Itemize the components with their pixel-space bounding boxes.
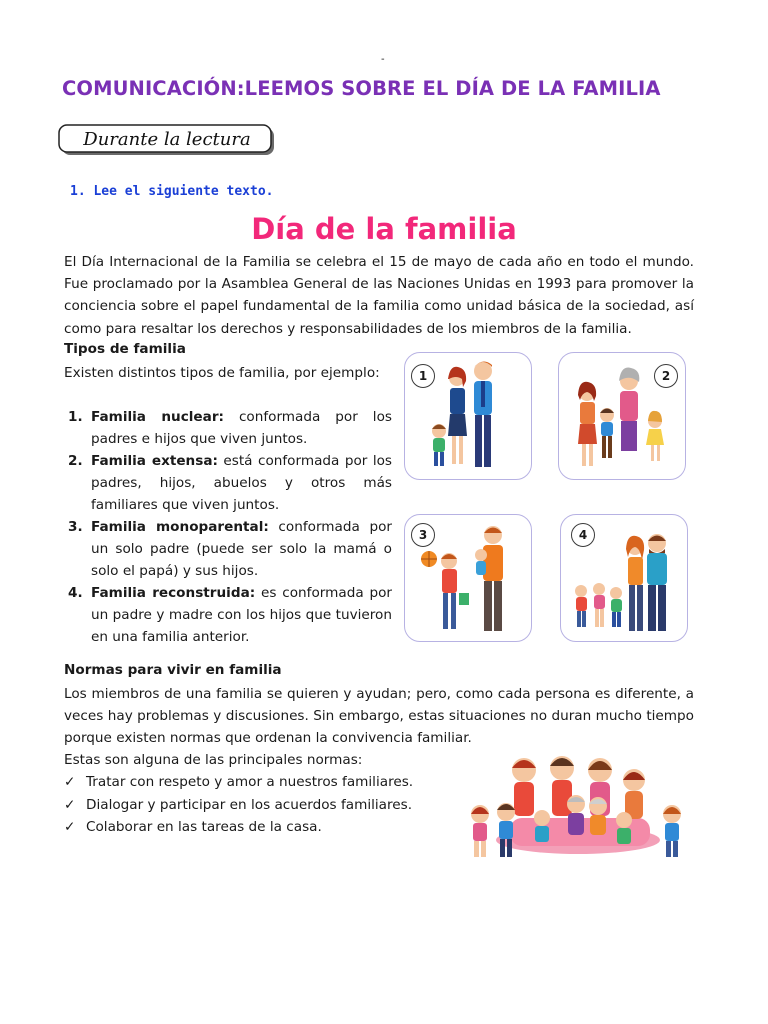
rules-paragraph: Los miembros de una familia se quieren y ayudan; pero, como cada persona es diferente, a veces hay problemas y discusiones. Sin embargo, estas situaciones no duran mucho tiempo porque existen normas que ordenan la convivencia familiar. Estas son alguna de las principales normas: xyxy=(64,686,694,768)
rules-heading: Normas para vivir en familia xyxy=(64,662,282,678)
card-badge: 2 xyxy=(654,364,678,388)
check-icon: ✓ xyxy=(64,796,76,813)
list-item: 1. Familia nuclear: conformada por los padres e hijos que viven juntos. xyxy=(68,409,392,447)
card-badge: 1 xyxy=(411,364,435,388)
reading-banner xyxy=(58,124,276,156)
list-item: 4. Familia reconstruida: es conformada por un padre y madre con los hijos que tuvieron en una familia anterior. xyxy=(68,585,392,645)
card-badge: 3 xyxy=(411,523,435,547)
check-icon: ✓ xyxy=(64,819,76,835)
intro-paragraph: El Día Internacional de la Familia se celebra el 15 de mayo de cada año en todo el mundo. Fue proclamado por la Asamblea General de las Naciones Unidas en 1993 para promover la conciencia sobre el papel fundamental de la familia como unidad básica de la sociedad, así como para resaltar los derechos y responsabilidades de los miembros de la familia. xyxy=(64,254,694,337)
family-card-blended xyxy=(560,514,688,642)
instruction-text: 1. Lee el siguiente texto. xyxy=(70,184,274,199)
list-item: 2. Familia extensa: está conformada por los padres, hijos, abuelos y otros más familiares que viven juntos. xyxy=(68,453,392,513)
types-intro: Existen distintos tipos de familia, por ejemplo: xyxy=(64,365,380,381)
list-item: ✓ Dialogar y participar en los acuerdos familiares. xyxy=(64,794,413,817)
family-group-illustration xyxy=(458,748,698,863)
list-item: ✓ Colaborar en las tareas de la casa. xyxy=(64,816,413,839)
family-card-nuclear xyxy=(404,352,532,480)
family-card-extended xyxy=(558,352,686,480)
list-item: ✓ Tratar con respeto y amor a nuestros familiares. xyxy=(64,771,413,794)
page-title: COMUNICACIÓN:LEEMOS SOBRE EL DÍA DE LA FAMILIA xyxy=(62,77,661,100)
page-dash: - xyxy=(381,54,385,65)
family-rules-list xyxy=(64,771,413,839)
card-badge: 4 xyxy=(571,523,595,547)
types-heading: Tipos de familia xyxy=(64,341,186,357)
family-card-single-parent xyxy=(404,514,532,642)
check-icon: ✓ xyxy=(64,774,76,790)
list-item: 3. Familia monoparental: conformada por un solo padre (puede ser solo la mamá o solo el papá) y sus hijos. xyxy=(68,519,392,579)
document-title: Día de la familia xyxy=(251,212,517,246)
banner-label: Durante la lectura xyxy=(83,129,251,150)
family-types-list xyxy=(64,406,392,648)
rules-lead: Estas son alguna de las principales normas: xyxy=(64,752,363,768)
